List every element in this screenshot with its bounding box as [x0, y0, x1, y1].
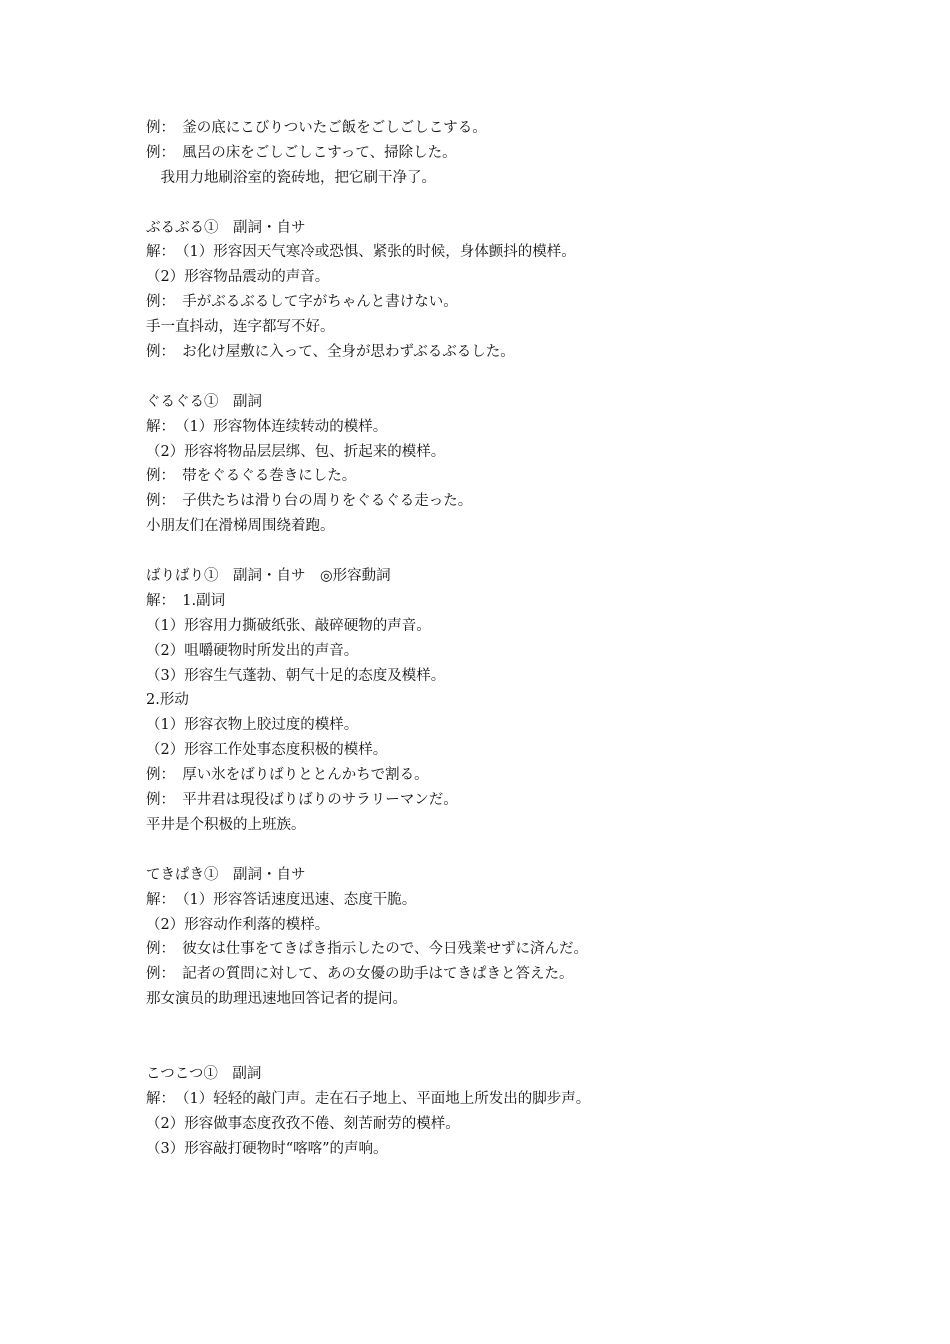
example-line: 例： 帯をぐるぐる巻きにした。 — [146, 468, 357, 485]
example-line: 例： 子供たちは滑り台の周りをぐるぐる走った。 — [146, 493, 473, 510]
explanation-line: 解： 1.副词 — [146, 592, 226, 609]
spacer — [146, 838, 846, 863]
example-line: 例： 風呂の床をごしごしこすって、掃除した。 — [146, 144, 457, 161]
translation-line: 我用力地刷浴室的瓷砖地，把它刷干净了。 — [146, 169, 436, 186]
entry-heading: ばりばり① 副詞・自サ ◎形容動詞 — [146, 568, 391, 585]
explanation-line: 2.形动 — [146, 692, 189, 709]
spacer — [146, 191, 846, 216]
example-line: 例： 平井君は現役ばりばりのサラリーマンだ。 — [146, 792, 458, 809]
spacer — [146, 1012, 846, 1062]
document-body — [146, 116, 846, 1161]
explanation-line: （2）形容工作处事态度积极的模样。 — [146, 742, 388, 759]
example-line: 例： 彼女は仕事をてきぱき指示したので、今日残業せずに済んだ。 — [146, 941, 588, 958]
explanation-line: （2）形容动作利落的模样。 — [146, 916, 330, 933]
explanation-line: （2）形容将物品层层绑、包、折起来的模样。 — [146, 443, 446, 460]
example-line: 例： 記者の質問に対して、あの女優の助手はてきぱきと答えた。 — [146, 966, 574, 983]
example-line: 例： お化け屋敷に入って、全身が思わずぶるぶるした。 — [146, 344, 515, 361]
explanation-line: （3）形容生气蓬勃、朝气十足的态度及模样。 — [146, 667, 446, 684]
explanation-line: 解： （1）形容答话速度迅速、态度干脆。 — [146, 891, 417, 908]
explanation-line: 解： （1）形容物体连续转动的模样。 — [146, 418, 388, 435]
explanation-line: （1）形容用力撕破纸张、敲碎硬物的声音。 — [146, 617, 431, 634]
translation-line: 手一直抖动，连字都写不好。 — [146, 319, 335, 336]
translation-line: 那女演员的助理迅速地回答记者的提问。 — [146, 991, 407, 1008]
explanation-line: （2）形容物品震动的声音。 — [146, 269, 330, 286]
translation-line: 平井是个积极的上班族。 — [146, 816, 306, 833]
explanation-line: （2）形容做事态度孜孜不倦、刻苦耐劳的模样。 — [146, 1115, 460, 1132]
entry-heading: ぶるぶる① 副詞・自サ — [146, 219, 306, 236]
example-line: 例： 手がぶるぶるして字がちゃんと書けない。 — [146, 294, 458, 311]
explanation-line: （1）形容衣物上胶过度的模样。 — [146, 717, 359, 734]
spacer — [146, 365, 846, 390]
explanation-line: 解： （1）形容因天气寒冷或恐惧、紧张的时候，身体颤抖的模样。 — [146, 244, 576, 261]
example-line: 例： 厚い氷をばりばりととんかちで割る。 — [146, 767, 429, 784]
entry-heading: ぐるぐる① 副詞 — [146, 393, 262, 410]
explanation-line: （2）咀嚼硬物时所发出的声音。 — [146, 642, 359, 659]
explanation-line: （3）形容敲打硬物时“喀喀”的声响。 — [146, 1140, 388, 1157]
explanation-line: 解： （1）轻轻的敲门声。走在石子地上、平面地上所发出的脚步声。 — [146, 1090, 591, 1107]
spacer — [146, 539, 846, 564]
entry-heading: てきぱき① 副詞・自サ — [146, 866, 306, 883]
translation-line: 小朋友们在滑梯周围绕着跑。 — [146, 518, 335, 535]
entry-heading: こつこつ① 副詞 — [146, 1065, 262, 1082]
example-line: 例： 釜の底にこびりついたご飯をごしごしこする。 — [146, 120, 487, 136]
